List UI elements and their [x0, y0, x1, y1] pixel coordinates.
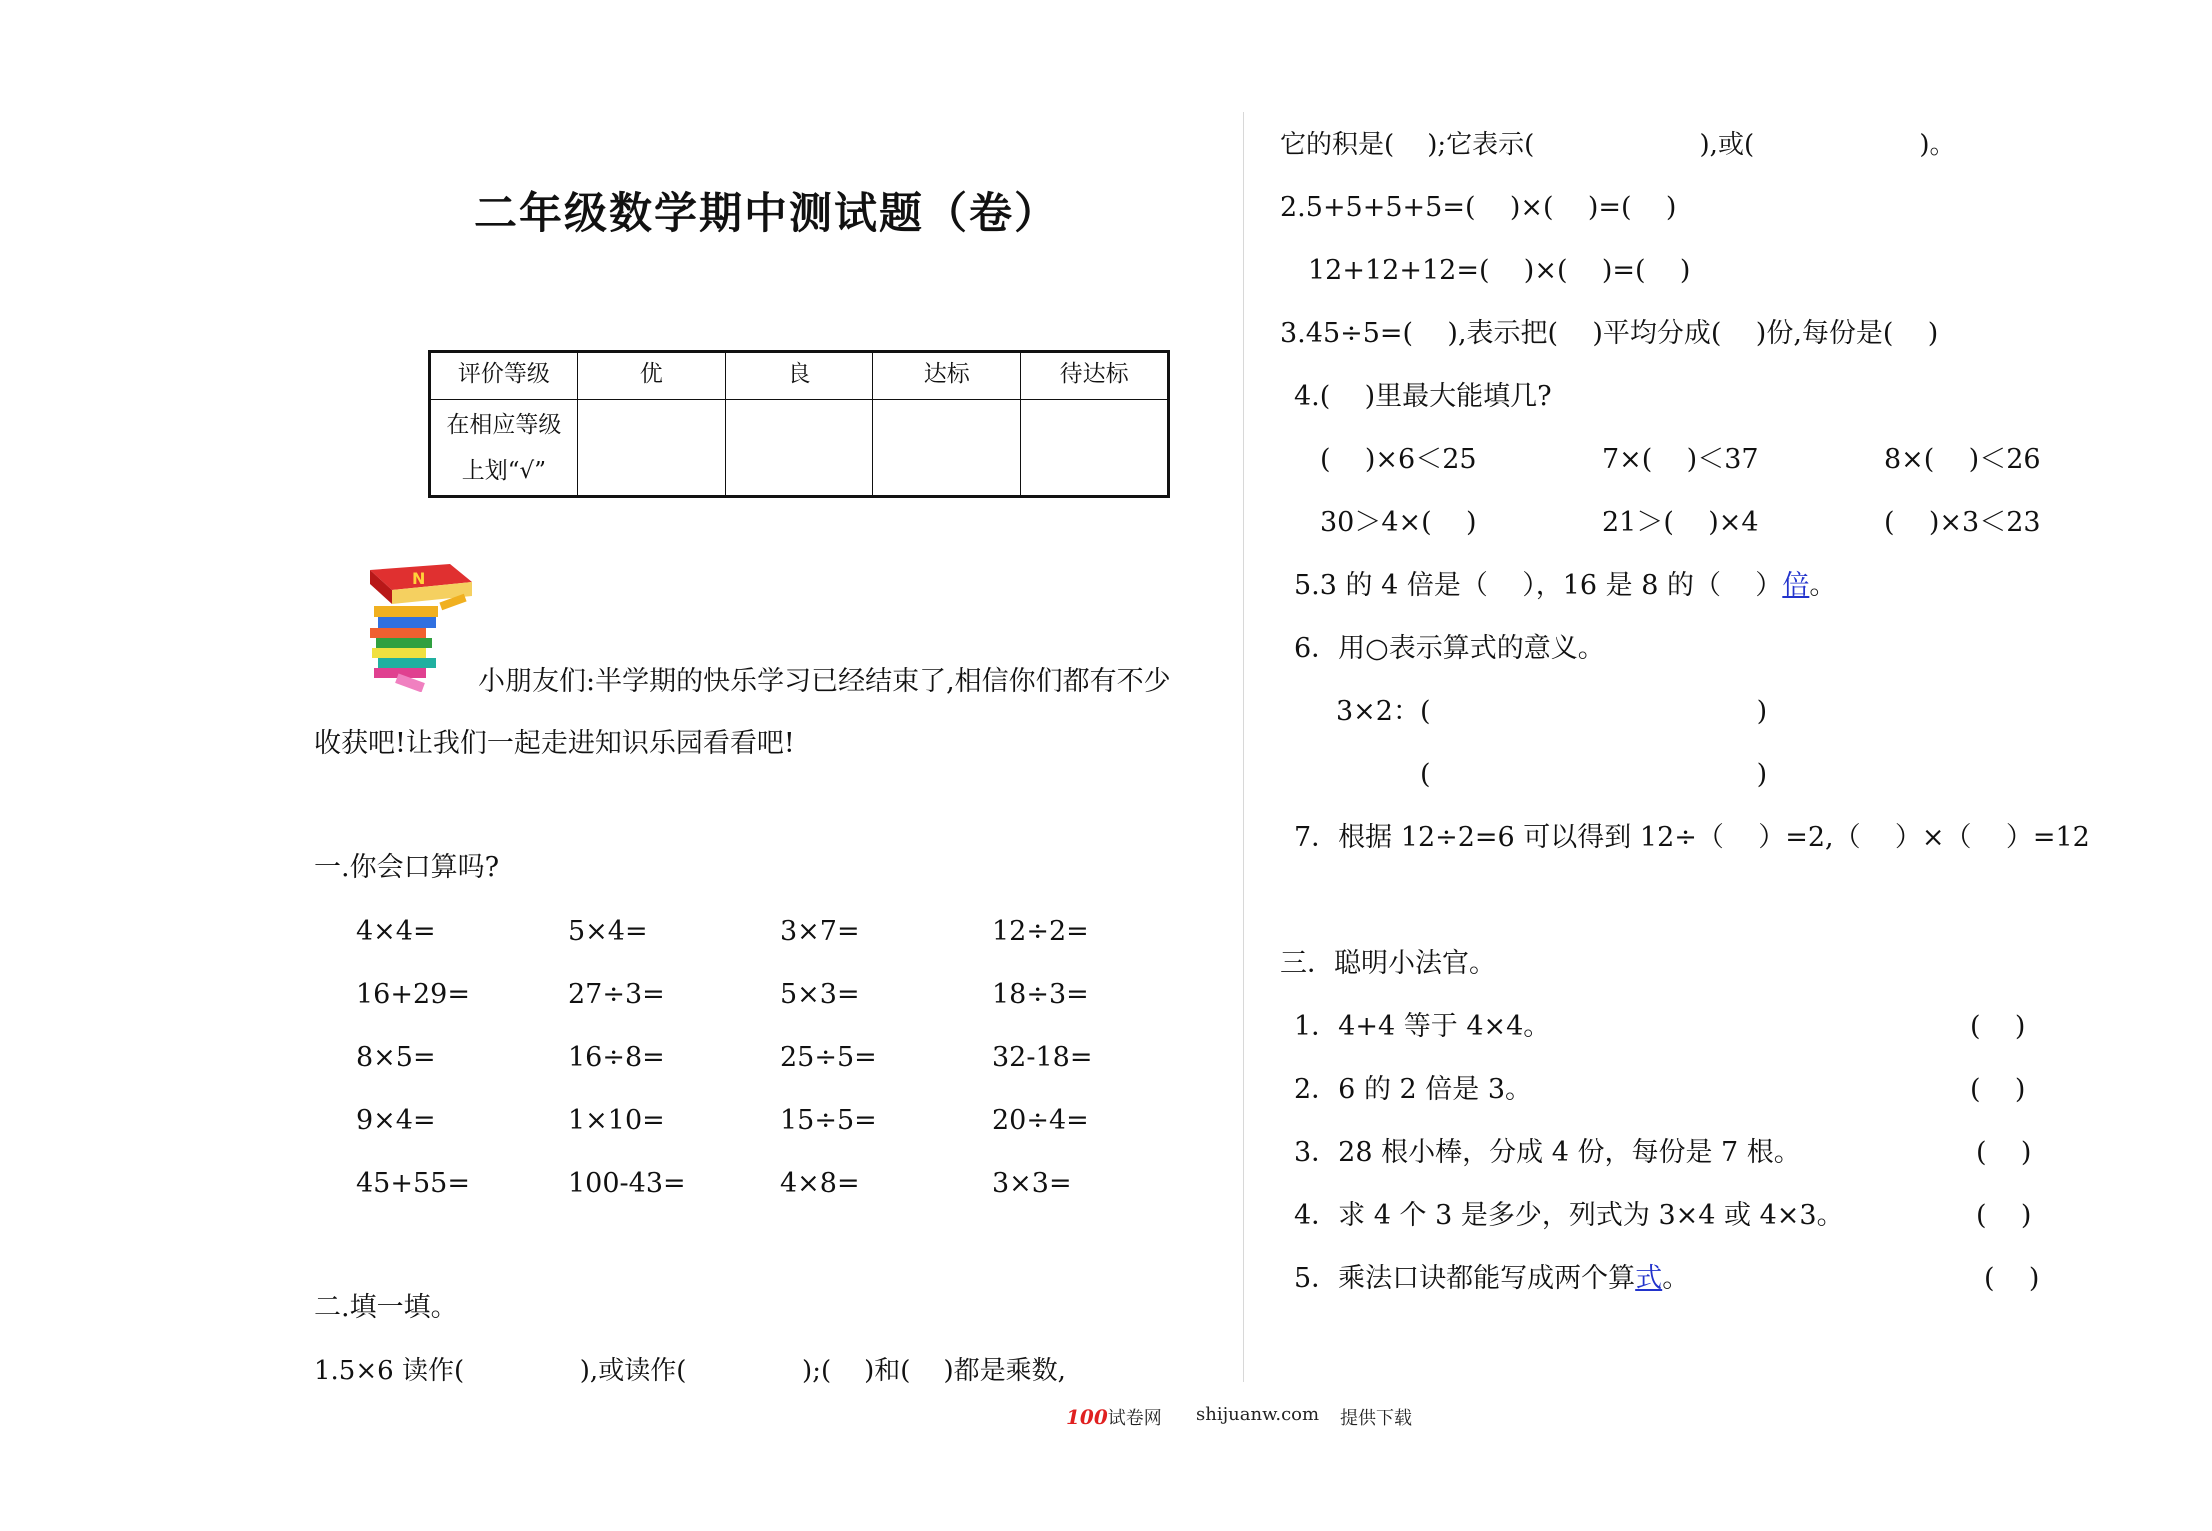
calc-item: 4×4=	[356, 916, 436, 947]
question-6: 6．用○表示算式的意义。	[1294, 633, 1605, 664]
judge-item-5-end: 。	[1662, 1263, 1690, 1294]
judge-mark[interactable]: ( )	[1976, 1200, 2032, 1231]
calc-item: 16÷8=	[568, 1042, 665, 1073]
calc-item: 4×8=	[780, 1168, 860, 1199]
q4-inequality: 21＞( )×4	[1602, 507, 1759, 538]
judge-item: 2．6 的 2 倍是 3。	[1294, 1074, 1533, 1105]
judge-item-5	[1294, 1261, 1689, 1297]
judge-mark[interactable]: ( )	[1970, 1011, 2026, 1042]
question-5	[1294, 568, 1836, 604]
footer-site-name: 试卷网	[1107, 1408, 1162, 1429]
footer-download[interactable]: 提供下载	[1340, 1408, 1412, 1429]
section1-heading: 一.你会口算吗?	[314, 852, 500, 883]
question-1-line-a: 1.5×6 读作( ),或读作( );( )和( )都是乘数,	[314, 1356, 1066, 1386]
calc-item: 5×4=	[568, 916, 648, 947]
q4-inequality: ( )×6＜25	[1320, 444, 1477, 475]
judge-item-5-link[interactable]: 式	[1635, 1263, 1663, 1294]
calc-item: 100-43=	[568, 1168, 686, 1199]
grade-row-label	[430, 400, 578, 497]
q4-inequality: ( )×3＜23	[1884, 507, 2041, 538]
section2-heading: 二.填一填。	[314, 1292, 458, 1323]
calc-item: 12÷2=	[992, 916, 1089, 947]
question-2-line-a: 2.5+5+5+5=( )×( )=( )	[1280, 192, 1677, 223]
q4-inequality: 7×( )＜37	[1602, 444, 1759, 475]
grade-header-cell: 良	[725, 352, 873, 400]
question-5-text: 5.3 的 4 倍是（ ），16 是 8 的（ ）	[1294, 570, 1783, 601]
judge-mark[interactable]: ( )	[1984, 1263, 2040, 1294]
judge-item-5-text: 5．乘法口诀都能写成两个算	[1294, 1263, 1636, 1294]
judge-mark[interactable]: ( )	[1976, 1137, 2032, 1168]
question-6-line-a: 3×2：( )	[1336, 696, 1768, 727]
question-4: 4.( )里最大能填几?	[1294, 381, 1552, 412]
calc-item: 5×3=	[780, 979, 860, 1010]
grade-check-cell[interactable]	[1021, 400, 1169, 497]
grade-row-label-line1: 在相应等级	[446, 412, 562, 438]
intro-line-1: 小朋友们:半学期的快乐学习已经结束了,相信你们都有不少	[478, 666, 1171, 697]
question-5-link[interactable]: 倍	[1782, 570, 1810, 601]
calc-item: 25÷5=	[780, 1042, 877, 1073]
question-3: 3.45÷5=( ),表示把( )平均分成( )份,每份是( )	[1280, 318, 1939, 349]
q4-inequality: 8×( )＜26	[1884, 444, 2041, 475]
calc-item: 9×4=	[356, 1105, 436, 1136]
calc-item: 18÷3=	[992, 979, 1089, 1010]
calc-item: 3×7=	[780, 916, 860, 947]
grade-header-cell: 评价等级	[430, 352, 578, 400]
footer-domain[interactable]: shijuanw.com	[1196, 1404, 1320, 1425]
q4-inequality: 30＞4×( )	[1320, 507, 1477, 538]
grading-table	[428, 350, 1170, 498]
calc-item: 3×3=	[992, 1168, 1072, 1199]
column-divider	[1243, 112, 1244, 1382]
calc-item: 20÷4=	[992, 1105, 1089, 1136]
question-7: 7．根据 12÷2=6 可以得到 12÷（ ）=2,（ ）×（ ）=12	[1294, 822, 2090, 853]
calc-item: 45+55=	[356, 1168, 470, 1199]
page-title: 二年级数学期中测试题（卷）	[474, 189, 1059, 239]
judge-mark[interactable]: ( )	[1970, 1074, 2026, 1105]
section3-heading: 三．聪明小法官。	[1280, 948, 1496, 979]
grade-header-cell: 待达标	[1021, 352, 1169, 400]
calc-item: 8×5=	[356, 1042, 436, 1073]
question-1-line-b: 它的积是( );它表示( ),或( )。	[1280, 130, 1956, 160]
footer-logo	[1066, 1404, 1162, 1430]
footer-logo-mark: 100	[1066, 1405, 1108, 1429]
judge-item: 4．求 4 个 3 是多少，列式为 3×4 或 4×3。	[1294, 1200, 1844, 1231]
svg-text:N: N	[412, 569, 426, 588]
judge-item: 3．28 根小棒，分成 4 份，每份是 7 根。	[1294, 1137, 1801, 1168]
grade-check-cell[interactable]	[725, 400, 873, 497]
grade-header-cell: 优	[577, 352, 725, 400]
grade-header-cell: 达标	[873, 352, 1021, 400]
question-2-line-b: 12+12+12=( )×( )=( )	[1308, 255, 1691, 286]
calc-item: 27÷3=	[568, 979, 665, 1010]
judge-item: 1．4+4 等于 4×4。	[1294, 1011, 1551, 1042]
grade-check-cell[interactable]	[577, 400, 725, 497]
calc-item: 15÷5=	[780, 1105, 877, 1136]
grade-row-label-line2: 上划“√”	[461, 458, 546, 484]
calc-item: 1×10=	[568, 1105, 665, 1136]
calc-item: 32-18=	[992, 1042, 1093, 1073]
intro-line-2: 收获吧!让我们一起走进知识乐园看看吧!	[314, 728, 795, 759]
grade-check-cell[interactable]	[873, 400, 1021, 497]
question-5-end: 。	[1809, 570, 1837, 601]
calc-item: 16+29=	[356, 979, 470, 1010]
books-stack-icon	[360, 562, 480, 692]
question-6-line-b: ( )	[1420, 759, 1768, 790]
